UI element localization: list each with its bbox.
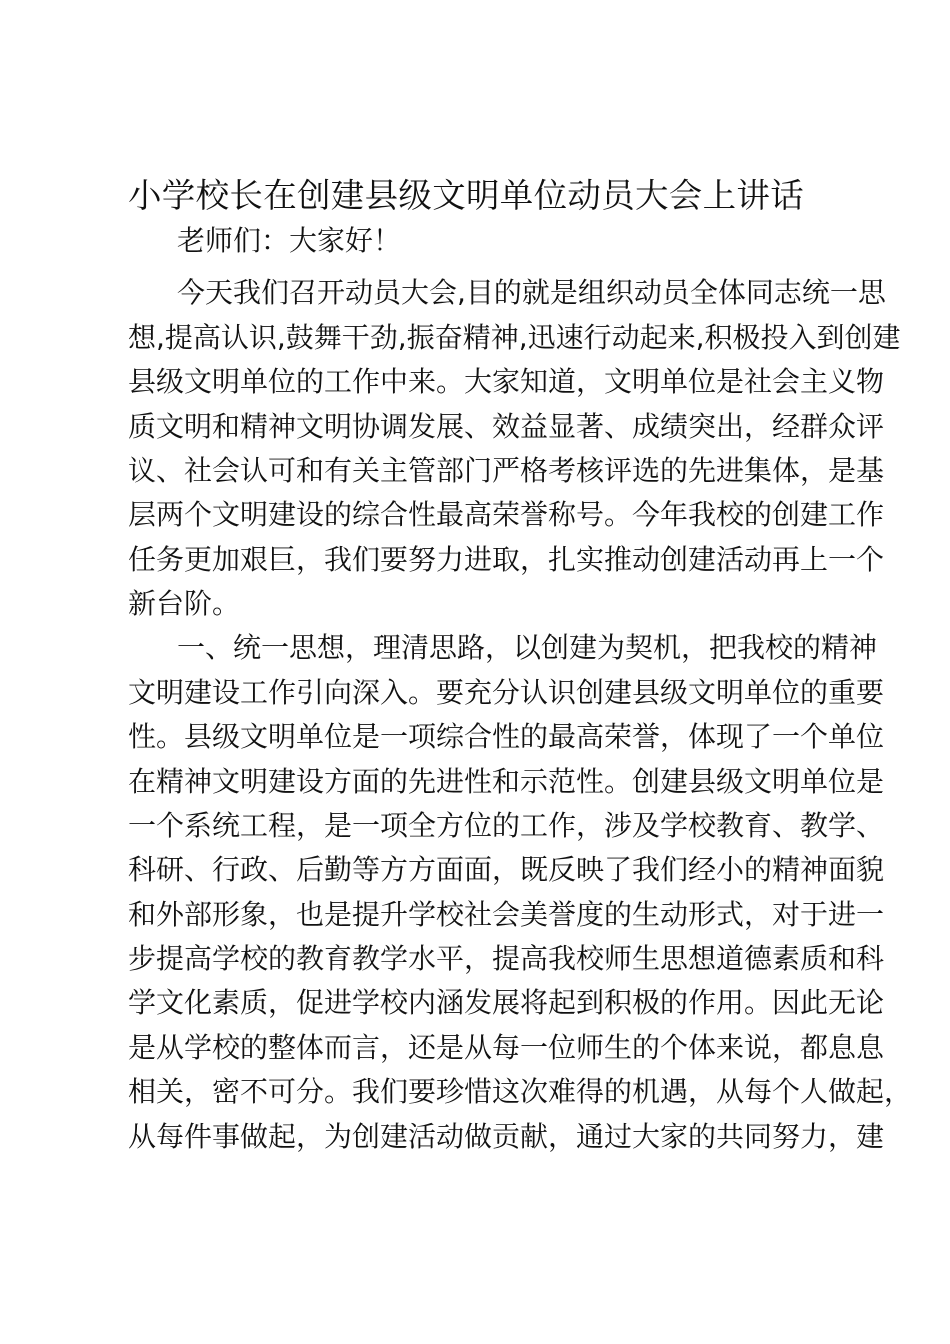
paragraph-1-line-4: 质文明和精神文明协调发展、效益显著、成绩突出，经群众评 [128,410,885,443]
paragraph-1-line-2: 想,提高认识,鼓舞干劲,振奋精神,迅速行动起来,积极投入到创建 [128,321,901,354]
paragraph-2-line-12: 从每件事做起，为创建活动做贡献，通过大家的共同努力，建 [128,1120,885,1153]
paragraph-2-line-6: 科研、行政、后勤等方方面面，既反映了我们经小的精神面貌 [128,853,885,886]
paragraph-2-line-8: 步提高学校的教育教学水平，提高我校师生思想道德素质和科 [128,942,885,975]
paragraph-2-line-1: 一、统一思想，理清思路，以创建为契机，把我校的精神 [177,631,878,664]
document-title: 小学校长在创建县级文明单位动员大会上讲话 [128,176,804,215]
paragraph-2-line-5: 一个系统工程，是一项全方位的工作，涉及学校教育、教学、 [128,809,885,842]
paragraph-2-line-3: 性。县级文明单位是一项综合性的最高荣誉，体现了一个单位 [128,720,885,753]
paragraph-1-line-3: 县级文明单位的工作中来。大家知道，文明单位是社会主义物 [128,365,885,398]
paragraph-2-line-4: 在精神文明建设方面的先进性和示范性。创建县级文明单位是 [128,765,885,798]
paragraph-1-line-7: 任务更加艰巨，我们要努力进取，扎实推动创建活动再上一个 [128,543,885,576]
greeting-line: 老师们：大家好！ [177,224,402,257]
paragraph-1-line-5: 议、社会认可和有关主管部门严格考核评选的先进集体，是基 [128,454,885,487]
paragraph-2-line-2: 文明建设工作引向深入。要充分认识创建县级文明单位的重要 [128,676,885,709]
paragraph-2-line-9: 学文化素质，促进学校内涵发展将起到积极的作用。因此无论 [128,986,885,1019]
paragraph-2-line-10: 是从学校的整体而言，还是从每一位师生的个体来说，都息息 [128,1031,885,1064]
paragraph-1-line-8: 新台阶。 [128,587,241,620]
paragraph-2-line-11: 相关，密不可分。我们要珍惜这次难得的机遇，从每个人做起， [128,1075,913,1108]
paragraph-1-line-6: 层两个文明建设的综合性最高荣誉称号。今年我校的创建工作 [128,498,885,531]
paragraph-2-line-7: 和外部形象，也是提升学校社会美誉度的生动形式，对于进一 [128,898,885,931]
paragraph-1-line-1: 今天我们召开动员大会,目的就是组织动员全体同志统一思 [177,276,886,309]
